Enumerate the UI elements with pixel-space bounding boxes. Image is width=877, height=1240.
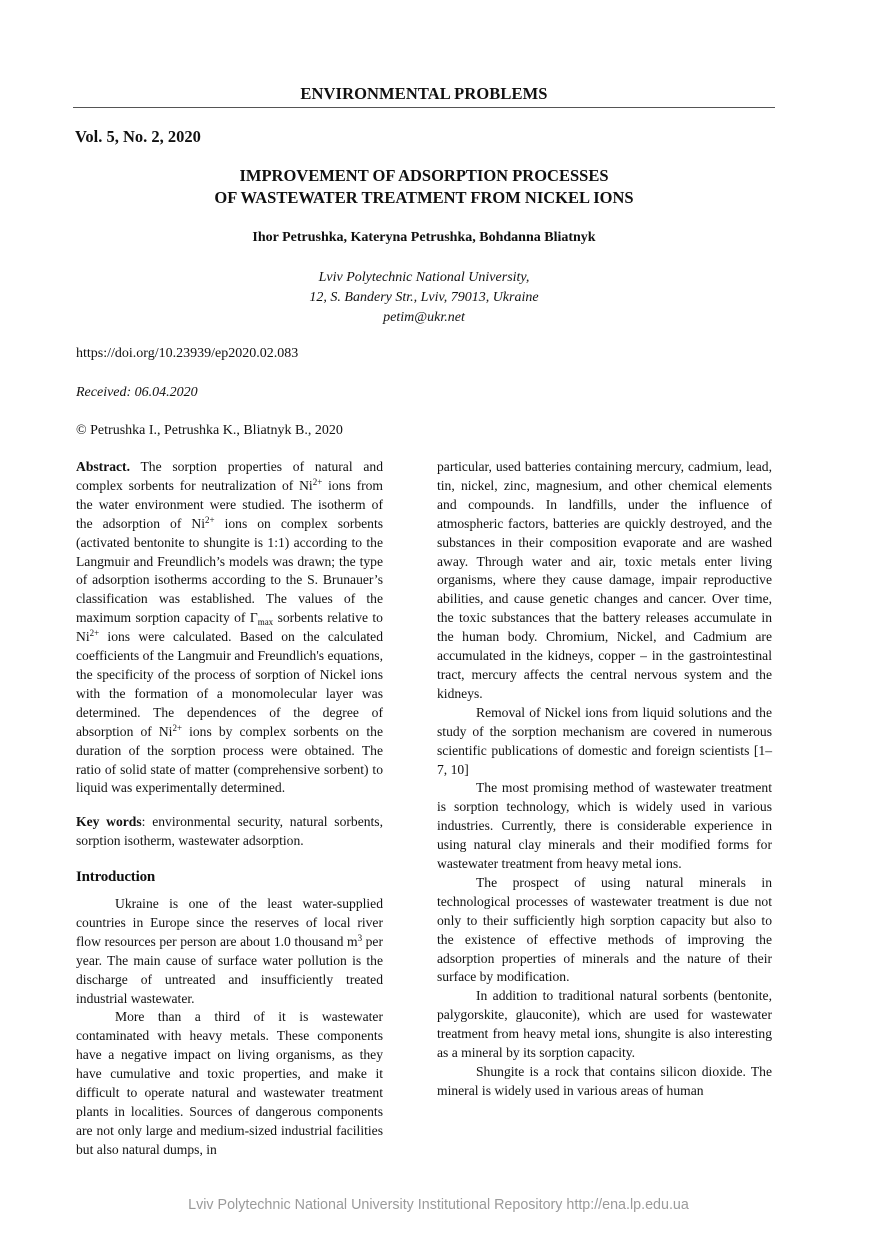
repository-footer: Lviv Polytechnic National University Institutional Repository http://ena.lp.edu.ua xyxy=(188,1197,689,1213)
affiliation-address: 12, S. Bandery Str., Lviv, 79013, Ukraine xyxy=(309,290,539,305)
paragraph: In addition to traditional natural sorbents (bentonite, palygorskite, glauconite), which are used for wastewater treatment from heavy metal ions, shungite is also interesting as a mineral by its sorption capacity. xyxy=(437,988,772,1061)
keywords-label: Key words xyxy=(76,814,142,830)
paragraph: Shungite is a rock that contains silicon dioxide. The mineral is widely used in various areas of human xyxy=(437,1064,772,1098)
title-line-1: IMPROVEMENT OF ADSORPTION PROCESSES xyxy=(239,166,609,185)
contact-email[interactable]: petim@ukr.net xyxy=(383,310,465,325)
left-column xyxy=(76,458,383,1160)
keywords: Key words: environmental security, natural sorbents, sorption isotherm, wastewater adsorption. xyxy=(76,814,383,849)
title-line-2: OF WASTEWATER TREATMENT FROM NICKEL IONS xyxy=(214,188,634,207)
affiliation-institution: Lviv Polytechnic National University, xyxy=(318,270,530,285)
right-column xyxy=(437,458,772,1101)
abstract-label: Abstract. xyxy=(76,459,130,474)
paragraph: The most promising method of wastewater treatment is sorption technology, which is widely used in various industries. Currently, there is considerable experience in using natural clay minerals and their modified forms for wastewater treatment from heavy metal ions. xyxy=(437,780,772,872)
affiliation xyxy=(73,268,775,328)
copyright-notice: © Petrushka I., Petrushka K., Bliatnyk B., 2020 xyxy=(76,423,343,438)
paragraph: particular, used batteries containing mercury, cadmium, lead, tin, nickel, zinc, magnesium, and other chemical elements and compounds. In landfills, under the influence of atmospheric factors, batteries are quickly destroyed, and the substances in their composition evaporate and are washed away. Through water and air, toxic metals enter living organisms, where they cause damage, impair reproductive abilities, and cause genetic changes and cancer. Over time, the toxic substances that the battery releases accumulate in the human body. Chromium, Nickel, and Cadmium are accumulated in the kidneys, copper – in the gastrointestinal tract, mercury affects the central nervous system and the kidneys. xyxy=(437,459,772,701)
paragraph: More than a third of it is wastewater contaminated with heavy metals. These components have a negative impact on living organisms, as they have cumulative and toxic properties, and make it difficult to operate natural and wastewater treatment plants in localities. Sources of dangerous components are not only large and medium-sized industrial facilities but also natural dumps, in xyxy=(76,1009,383,1157)
header-divider xyxy=(73,107,775,108)
abstract: Abstract. The sorption properties of natural and complex sorbents for neutralization of $Ni^{2+}$ ions from the water environment were studied. The isotherm of the adsorption of $Ni^{2+}$ ions on complex sorbents (activated bentonite to shungite is 1:1) according to the Langmuir and Freundlich’s models was drawn; the type of adsorption isotherms according to the S. Brunauer’s classification was established. The values of the maximum sorption capacity of $\Gamma_{max}$ sorbents relative to $Ni^{2+}$ ions were calculated. Based on the calculated coefficients of the Langmuir and Freundlich's equations, the specificity of the process of sorption of Nickel ions with the formation of a monomolecular layer was determined. The dependences of the degree of absorption of $Ni^{2+}$ ions by complex sorbents on the duration of the sorption process were obtained. The ratio of solid state of matter (comprehensive sorbent) to liquid was experimentally determined. xyxy=(76,459,384,796)
volume-info: Vol. 5, No. 2, 2020 xyxy=(75,127,201,146)
paragraph: Removal of Nickel ions from liquid solutions and the study of the sorption mechanism are covered in numerous scientific publications of domestic and foreign scientists [1–7, 10] xyxy=(437,704,772,777)
paragraph: The prospect of using natural minerals in technological processes of wastewater treatment is due not only to their sufficiently high sorption capacity but also to the existence of effective methods of improving the adsorption properties of minerals and the nature of their surface by modification. xyxy=(437,874,772,985)
received-date: Received: 06.04.2020 xyxy=(76,385,198,400)
doi-link[interactable]: https://doi.org/10.23939/ep2020.02.083 xyxy=(76,346,299,361)
article-title xyxy=(73,165,775,209)
paragraph: Ukraine is one of the least water-supplied countries in Europe since the reserves of local river flow resources per person are about 1.0 thousand $m^3$ per year. The main cause of surface water pollution is the discharge of untreated and insufficiently treated industrial wastewater. xyxy=(76,896,383,1006)
authors: Ihor Petrushka, Kateryna Petrushka, Bohdanna Bliatnyk xyxy=(252,230,596,245)
journal-name: ENVIRONMENTAL PROBLEMS xyxy=(300,84,548,103)
section-heading-introduction: Introduction xyxy=(76,869,156,886)
